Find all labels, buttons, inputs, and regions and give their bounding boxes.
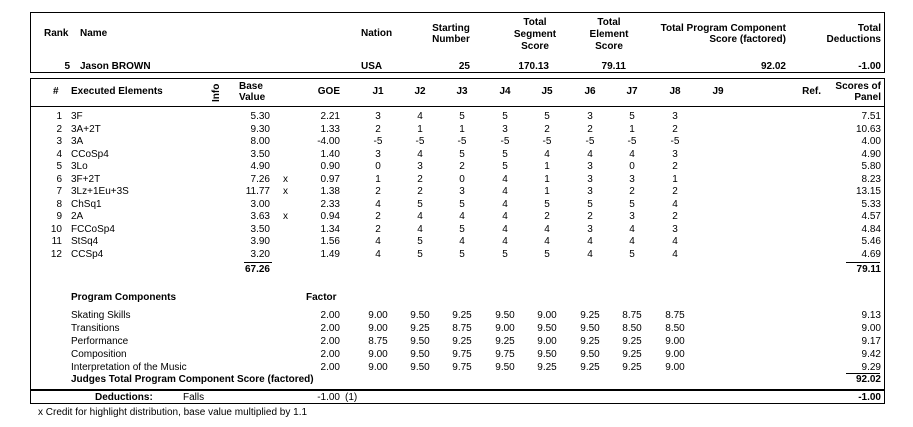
judge-header-5: J5 bbox=[541, 86, 553, 97]
judge-header-3: J3 bbox=[456, 86, 468, 97]
element-score-header-1: Total bbox=[597, 17, 621, 28]
element-judge-score: 3 bbox=[672, 223, 678, 235]
element-goe: 2.33 bbox=[320, 198, 340, 210]
element-base-value: 9.30 bbox=[250, 123, 270, 135]
element-judge-score: 2 bbox=[459, 161, 465, 172]
element-judge-score: 4 bbox=[629, 236, 635, 247]
element-judge-score: 3 bbox=[587, 223, 593, 235]
element-judge-score: 3 bbox=[417, 161, 423, 172]
component-judge-score: 8.75 bbox=[622, 310, 642, 321]
element-panel-score: 5.80 bbox=[861, 161, 881, 172]
component-panel-score: 9.13 bbox=[861, 310, 881, 321]
element-judge-score: 5 bbox=[629, 111, 635, 122]
skater-starting-number: 25 bbox=[458, 61, 470, 72]
element-judge-score: 1 bbox=[544, 186, 550, 197]
component-factor: 2.00 bbox=[320, 362, 340, 373]
element-number: 2 bbox=[56, 123, 62, 135]
component-judge-score: 8.75 bbox=[368, 336, 388, 347]
element-judge-score: 4 bbox=[417, 148, 423, 160]
element-judge-score: 2 bbox=[417, 186, 423, 197]
element-judge-score: -5 bbox=[373, 136, 383, 147]
element-number: 3 bbox=[56, 136, 62, 147]
element-judge-score: 0 bbox=[629, 161, 635, 172]
element-judge-score: 5 bbox=[417, 248, 423, 260]
element-base-value: 3.63 bbox=[250, 211, 270, 222]
skater-rank: 5 bbox=[64, 61, 70, 72]
judge-header-4: J4 bbox=[499, 86, 511, 97]
element-judge-score: 4 bbox=[502, 211, 508, 222]
element-panel-score: 5.46 bbox=[861, 236, 881, 247]
elements-header-rule bbox=[30, 106, 885, 107]
element-judge-score: 3 bbox=[459, 186, 465, 197]
element-judge-score: 5 bbox=[544, 248, 550, 260]
element-judge-score: 5 bbox=[544, 111, 550, 122]
starting-number-header-2: Number bbox=[432, 34, 470, 45]
element-name: 2A bbox=[71, 211, 84, 222]
element-judge-score: 3 bbox=[629, 173, 635, 185]
component-factor: 2.00 bbox=[320, 349, 340, 360]
element-panel-score: 7.51 bbox=[861, 111, 881, 122]
component-judge-score: 9.25 bbox=[537, 362, 557, 373]
segment-score-header-2: Segment bbox=[513, 29, 557, 40]
component-judge-score: 9.50 bbox=[580, 323, 600, 334]
component-panel-score: 9.42 bbox=[861, 349, 881, 360]
element-base-value: 4.90 bbox=[250, 161, 270, 172]
element-goe: 1.38 bbox=[320, 186, 340, 197]
element-panel-score: 4.69 bbox=[861, 248, 881, 260]
element-base-value: 3.50 bbox=[250, 148, 270, 160]
skater-deductions: -1.00 bbox=[858, 61, 881, 72]
element-judge-score: -5 bbox=[500, 136, 510, 147]
base-total-rule bbox=[244, 262, 272, 263]
element-number: 6 bbox=[56, 173, 62, 185]
element-judge-score: 5 bbox=[502, 111, 508, 122]
element-judge-score: 4 bbox=[375, 198, 381, 210]
element-judge-score: 4 bbox=[502, 198, 508, 210]
judge-header-9: J9 bbox=[712, 86, 724, 97]
component-judge-score: 9.50 bbox=[580, 349, 600, 360]
element-judge-score: 4 bbox=[502, 173, 508, 185]
element-judge-score: 2 bbox=[629, 186, 635, 197]
element-name: 3Lo bbox=[71, 161, 88, 172]
element-judge-score: 5 bbox=[502, 148, 508, 160]
element-judge-score: 3 bbox=[375, 111, 381, 122]
element-judge-score: 5 bbox=[459, 223, 465, 235]
num-header: # bbox=[53, 86, 59, 97]
element-judge-score: 4 bbox=[375, 248, 381, 260]
element-number: 10 bbox=[50, 223, 62, 235]
footnote: x Credit for highlight distribution, base value multiplied by 1.1 bbox=[38, 407, 308, 418]
element-judge-score: 4 bbox=[459, 236, 465, 247]
rank-header: Rank bbox=[44, 28, 69, 39]
component-judge-score: 9.00 bbox=[665, 336, 685, 347]
element-judge-score: 3 bbox=[375, 148, 381, 160]
component-judge-score: 9.50 bbox=[537, 349, 557, 360]
element-judge-score: 3 bbox=[587, 173, 593, 185]
element-judge-score: 4 bbox=[672, 248, 678, 260]
deductions-type: Falls bbox=[183, 392, 205, 403]
element-base-value: 7.26 bbox=[250, 173, 270, 185]
element-judge-score: 4 bbox=[587, 248, 593, 260]
element-judge-score: 2 bbox=[375, 223, 381, 235]
element-judge-score: 2 bbox=[672, 211, 678, 222]
component-judge-score: 9.25 bbox=[622, 362, 642, 373]
element-judge-score: -5 bbox=[542, 136, 552, 147]
element-judge-score: 5 bbox=[629, 198, 635, 210]
component-judge-score: 8.75 bbox=[452, 323, 472, 334]
judge-header-7: J7 bbox=[626, 86, 638, 97]
element-judge-score: 3 bbox=[672, 111, 678, 122]
element-score-header-3: Score bbox=[595, 41, 623, 52]
element-number: 12 bbox=[50, 248, 62, 260]
component-judge-score: 9.50 bbox=[410, 362, 430, 373]
element-judge-score: 0 bbox=[375, 161, 381, 172]
factor-header: Factor bbox=[306, 292, 337, 303]
element-goe: 1.33 bbox=[320, 123, 340, 135]
base-value-header-2: Value bbox=[239, 92, 266, 103]
pcs-total-value: 92.02 bbox=[855, 374, 881, 385]
element-judge-score: 4 bbox=[375, 236, 381, 247]
component-judge-score: 8.50 bbox=[665, 323, 685, 334]
pcs-total-label: Judges Total Program Component Score (factored) bbox=[71, 374, 314, 385]
element-score-header-2: Element bbox=[589, 29, 629, 40]
deductions-box bbox=[30, 390, 885, 404]
element-judge-score: 3 bbox=[502, 123, 508, 135]
element-judge-score: 3 bbox=[587, 161, 593, 172]
element-judge-score: 3 bbox=[672, 148, 678, 160]
component-judge-score: 9.50 bbox=[410, 336, 430, 347]
component-judge-score: 9.00 bbox=[368, 349, 388, 360]
element-judge-score: 5 bbox=[459, 148, 465, 160]
skater-element-score: 79.11 bbox=[601, 61, 626, 72]
deductions-header-2: Deductions bbox=[826, 34, 881, 45]
component-judge-score: 9.00 bbox=[665, 362, 685, 373]
element-judge-score: 4 bbox=[587, 148, 593, 160]
deductions-value: -1.00 bbox=[317, 392, 340, 403]
element-panel-score: 4.90 bbox=[861, 148, 881, 160]
element-number: 9 bbox=[56, 211, 62, 222]
element-judge-score: -5 bbox=[457, 136, 467, 147]
element-panel-score: 8.23 bbox=[861, 173, 881, 185]
element-judge-score: 5 bbox=[502, 248, 508, 260]
element-judge-score: 5 bbox=[417, 236, 423, 247]
component-judge-score: 9.25 bbox=[495, 336, 515, 347]
element-goe: -4.00 bbox=[317, 136, 340, 147]
element-judge-score: 5 bbox=[417, 198, 423, 210]
element-judge-score: 3 bbox=[629, 211, 635, 222]
component-name: Performance bbox=[71, 336, 129, 347]
element-highlight-mark: x bbox=[283, 173, 288, 185]
component-judge-score: 9.50 bbox=[537, 323, 557, 334]
element-judge-score: -5 bbox=[415, 136, 425, 147]
skater-pcs: 92.02 bbox=[760, 61, 786, 72]
element-base-value: 5.30 bbox=[250, 111, 270, 122]
element-judge-score: 4 bbox=[502, 223, 508, 235]
component-judge-score: 9.25 bbox=[410, 323, 430, 334]
element-number: 7 bbox=[56, 186, 62, 197]
element-panel-score: 4.84 bbox=[861, 223, 881, 235]
element-judge-score: 4 bbox=[672, 236, 678, 247]
element-number: 4 bbox=[56, 148, 62, 160]
element-panel-score: 4.00 bbox=[861, 136, 881, 147]
element-number: 5 bbox=[56, 161, 62, 172]
component-name: Skating Skills bbox=[71, 310, 131, 321]
element-judge-score: 4 bbox=[502, 236, 508, 247]
element-name: CCSp4 bbox=[71, 248, 104, 260]
element-base-value: 11.77 bbox=[245, 186, 270, 197]
element-judge-score: 4 bbox=[417, 211, 423, 222]
element-goe: 1.40 bbox=[320, 148, 340, 160]
skater-segment-score: 170.13 bbox=[518, 61, 549, 72]
element-goe: 2.21 bbox=[320, 111, 340, 122]
element-name: FCCoSp4 bbox=[71, 223, 115, 235]
element-judge-score: 0 bbox=[459, 173, 465, 185]
element-judge-score: 4 bbox=[672, 198, 678, 210]
element-judge-score: 2 bbox=[417, 173, 423, 185]
judge-header-8: J8 bbox=[669, 86, 681, 97]
element-name: 3F bbox=[71, 111, 83, 122]
element-judge-score: 2 bbox=[544, 123, 550, 135]
element-judge-score: 4 bbox=[544, 223, 550, 235]
deductions-total: -1.00 bbox=[858, 392, 881, 403]
element-judge-score: 5 bbox=[544, 198, 550, 210]
element-name: StSq4 bbox=[71, 236, 99, 247]
component-judge-score: 9.00 bbox=[368, 362, 388, 373]
component-name: Interpretation of the Music bbox=[71, 362, 187, 373]
component-judge-score: 9.00 bbox=[537, 336, 557, 347]
element-judge-score: 1 bbox=[629, 123, 635, 135]
element-name: 3A+2T bbox=[71, 123, 101, 135]
element-goe: 0.97 bbox=[320, 173, 340, 185]
element-base-value: 3.90 bbox=[250, 236, 270, 247]
element-base-value: 3.50 bbox=[250, 223, 270, 235]
component-judge-score: 9.75 bbox=[452, 349, 472, 360]
element-judge-score: 4 bbox=[629, 223, 635, 235]
component-judge-score: 9.50 bbox=[495, 310, 515, 321]
scores-of-panel-header-1: Scores of bbox=[835, 81, 881, 92]
element-judge-score: 2 bbox=[375, 186, 381, 197]
component-name: Transitions bbox=[71, 323, 120, 334]
component-panel-score: 9.17 bbox=[861, 336, 881, 347]
element-judge-score: 4 bbox=[502, 186, 508, 197]
judge-header-6: J6 bbox=[584, 86, 596, 97]
element-judge-score: 3 bbox=[587, 111, 593, 122]
element-base-value: 3.20 bbox=[250, 248, 270, 260]
component-factor: 2.00 bbox=[320, 310, 340, 321]
element-base-value: 3.00 bbox=[250, 198, 270, 210]
element-judge-score: 4 bbox=[544, 148, 550, 160]
component-factor: 2.00 bbox=[320, 336, 340, 347]
component-judge-score: 9.25 bbox=[452, 310, 472, 321]
element-goe: 1.49 bbox=[320, 248, 340, 260]
component-judge-score: 9.00 bbox=[368, 323, 388, 334]
element-judge-score: 5 bbox=[459, 248, 465, 260]
pcs-header-2: Score (factored) bbox=[709, 34, 786, 45]
component-judge-score: 8.75 bbox=[665, 310, 685, 321]
element-judge-score: 4 bbox=[629, 148, 635, 160]
component-judge-score: 9.50 bbox=[495, 362, 515, 373]
component-judge-score: 9.50 bbox=[410, 310, 430, 321]
element-judge-score: 4 bbox=[417, 223, 423, 235]
element-highlight-mark: x bbox=[283, 211, 288, 222]
component-judge-score: 9.00 bbox=[495, 323, 515, 334]
component-judge-score: 9.75 bbox=[495, 349, 515, 360]
segment-score-header-1: Total bbox=[523, 17, 547, 28]
deductions-header-1: Total bbox=[857, 23, 881, 34]
base-value-total: 67.26 bbox=[244, 264, 270, 275]
element-judge-score: 1 bbox=[544, 161, 550, 172]
info-header: Info bbox=[211, 83, 222, 102]
skater-name: Jason BROWN bbox=[80, 61, 151, 72]
element-number: 11 bbox=[51, 236, 62, 247]
component-judge-score: 9.50 bbox=[410, 349, 430, 360]
element-judge-score: -5 bbox=[585, 136, 595, 147]
element-panel-score: 13.15 bbox=[855, 186, 881, 197]
ref-header: Ref. bbox=[802, 86, 821, 97]
element-judge-score: 2 bbox=[672, 123, 678, 135]
deductions-count: (1) bbox=[345, 392, 358, 403]
element-base-value: 8.00 bbox=[250, 136, 270, 147]
component-judge-score: 9.25 bbox=[622, 349, 642, 360]
element-judge-score: 5 bbox=[459, 198, 465, 210]
element-score-total: 79.11 bbox=[856, 264, 881, 275]
element-name: 3A bbox=[71, 136, 84, 147]
skater-nation: USA bbox=[361, 61, 383, 72]
element-judge-score: 5 bbox=[629, 248, 635, 260]
element-judge-score: 4 bbox=[417, 111, 423, 122]
element-total-rule bbox=[846, 262, 880, 263]
element-judge-score: 3 bbox=[587, 186, 593, 197]
name-header: Name bbox=[80, 28, 108, 39]
element-panel-score: 4.57 bbox=[861, 211, 881, 222]
element-goe: 1.34 bbox=[320, 223, 340, 235]
goe-header: GOE bbox=[317, 86, 340, 97]
element-judge-score: 2 bbox=[544, 211, 550, 222]
element-judge-score: 2 bbox=[587, 211, 593, 222]
element-judge-score: 1 bbox=[544, 173, 550, 185]
element-judge-score: 2 bbox=[587, 123, 593, 135]
element-goe: 1.56 bbox=[320, 236, 340, 247]
element-panel-score: 5.33 bbox=[861, 198, 881, 210]
element-judge-score: 2 bbox=[672, 186, 678, 197]
pcs-header-1: Total Program Component bbox=[660, 23, 786, 34]
element-name: ChSq1 bbox=[71, 198, 102, 210]
element-judge-score: -5 bbox=[627, 136, 637, 147]
element-judge-score: 5 bbox=[459, 111, 465, 122]
executed-elements-header: Executed Elements bbox=[71, 86, 163, 97]
element-judge-score: 4 bbox=[459, 211, 465, 222]
component-judge-score: 9.25 bbox=[622, 336, 642, 347]
judge-header-1: J1 bbox=[372, 86, 384, 97]
component-panel-score: 9.00 bbox=[861, 323, 881, 334]
element-goe: 0.90 bbox=[320, 161, 340, 172]
component-judge-score: 9.25 bbox=[452, 336, 472, 347]
element-panel-score: 10.63 bbox=[855, 123, 881, 135]
component-judge-score: 9.00 bbox=[368, 310, 388, 321]
element-name: 3F+2T bbox=[71, 173, 101, 185]
component-judge-score: 9.00 bbox=[665, 349, 685, 360]
component-panel-score: 9.29 bbox=[861, 362, 881, 373]
element-name: CCoSp4 bbox=[71, 148, 109, 160]
component-factor: 2.00 bbox=[320, 323, 340, 334]
deductions-label: Deductions: bbox=[95, 392, 153, 403]
element-judge-score: 5 bbox=[587, 198, 593, 210]
component-judge-score: 9.75 bbox=[452, 362, 472, 373]
element-judge-score: 2 bbox=[672, 161, 678, 172]
element-judge-score: 5 bbox=[502, 161, 508, 172]
nation-header: Nation bbox=[361, 28, 393, 39]
scores-of-panel-header-2: Panel bbox=[854, 92, 881, 103]
element-judge-score: 1 bbox=[459, 123, 465, 135]
component-judge-score: 9.25 bbox=[580, 310, 600, 321]
element-name: 3Lz+1Eu+3S bbox=[71, 186, 129, 197]
element-number: 1 bbox=[56, 111, 62, 122]
program-components-title: Program Components bbox=[71, 292, 177, 303]
element-judge-score: -5 bbox=[670, 136, 680, 147]
element-judge-score: 1 bbox=[672, 173, 678, 185]
component-judge-score: 9.25 bbox=[580, 336, 600, 347]
segment-score-header-3: Score bbox=[521, 41, 549, 52]
component-name: Composition bbox=[71, 349, 127, 360]
element-judge-score: 2 bbox=[375, 211, 381, 222]
starting-number-header-1: Starting bbox=[432, 23, 470, 34]
component-judge-score: 9.00 bbox=[537, 310, 557, 321]
component-judge-score: 9.25 bbox=[580, 362, 600, 373]
element-goe: 0.94 bbox=[320, 211, 340, 222]
element-judge-score: 2 bbox=[375, 123, 381, 135]
base-value-header-1: Base bbox=[239, 81, 263, 92]
element-judge-score: 1 bbox=[417, 123, 423, 135]
element-judge-score: 4 bbox=[587, 236, 593, 247]
judge-header-2: J2 bbox=[414, 86, 426, 97]
element-highlight-mark: x bbox=[283, 186, 288, 197]
element-judge-score: 1 bbox=[375, 173, 381, 185]
element-number: 8 bbox=[56, 198, 62, 210]
element-judge-score: 4 bbox=[544, 236, 550, 247]
component-judge-score: 8.50 bbox=[622, 323, 642, 334]
